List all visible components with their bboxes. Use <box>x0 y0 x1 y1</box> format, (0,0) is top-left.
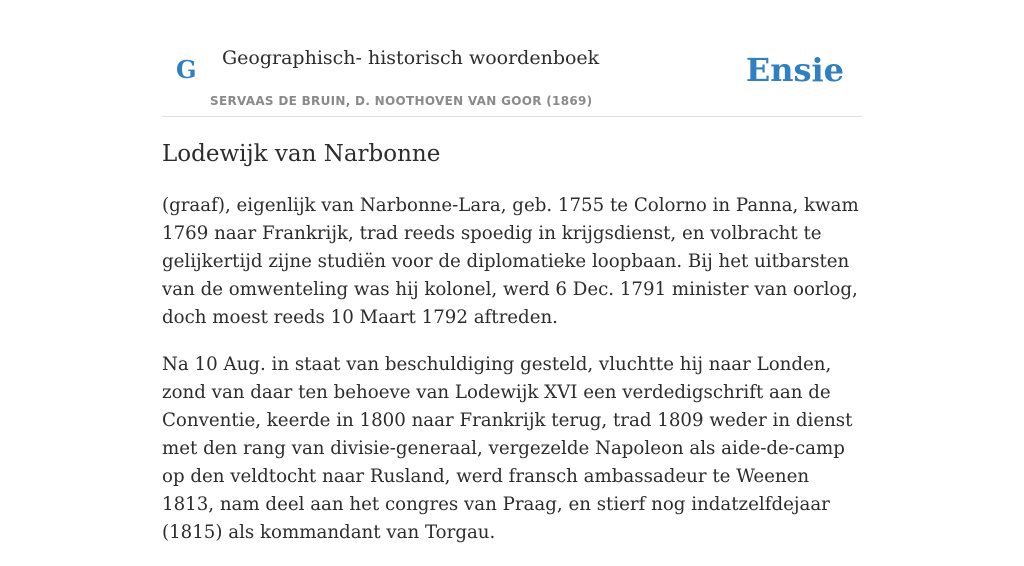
entry-paragraph: Na 10 Aug. in staat van beschuldiging gesteld, vluchtte hij naar Londen, zond van daar ten behoeve van Lodewijk XVI een verdedigschrift aan de Conventie, keerde in 1800 naar Frankrijk terug, trad 1809 weder in dienst met den rang van divisie-generaal, vergezelde Napoleon als aide-de-camp op den veldtocht naar Rusland, werd fransch ambassadeur te Weenen 1813, nam deel aan het congres van Praag, en stierf nog indatzelfdejaar (1815) als kommandant van Torgau. <box>162 354 853 543</box>
header <box>162 0 862 117</box>
book-title[interactable]: Geographisch- historisch woordenboek <box>222 47 600 69</box>
entry-title: Lodewijk van Narbonne <box>162 141 441 167</box>
entry-body <box>162 192 862 566</box>
ensie-brand-link[interactable]: Ensie <box>745 51 844 89</box>
entry-paragraph: (graaf), eigenlijk van Narbonne-Lara, geb. 1755 te Colorno in Panna, kwam 1769 naar Frankrijk, trad reeds spoedig in krijgsdienst, en volbracht te gelijkertijd zijne studiën voor de diplomatieke loopbaan. Bij het uitbarsten van de omwenteling was hij kolonel, werd 6 Dec. 1791 minister van oorlog, doch moest reeds 10 Maart 1792 aftreden. <box>162 195 859 328</box>
book-logo-icon[interactable]: G <box>176 55 197 84</box>
book-authors: SERVAAS DE BRUIN, D. NOOTHOVEN VAN GOOR (1869) <box>210 94 593 108</box>
